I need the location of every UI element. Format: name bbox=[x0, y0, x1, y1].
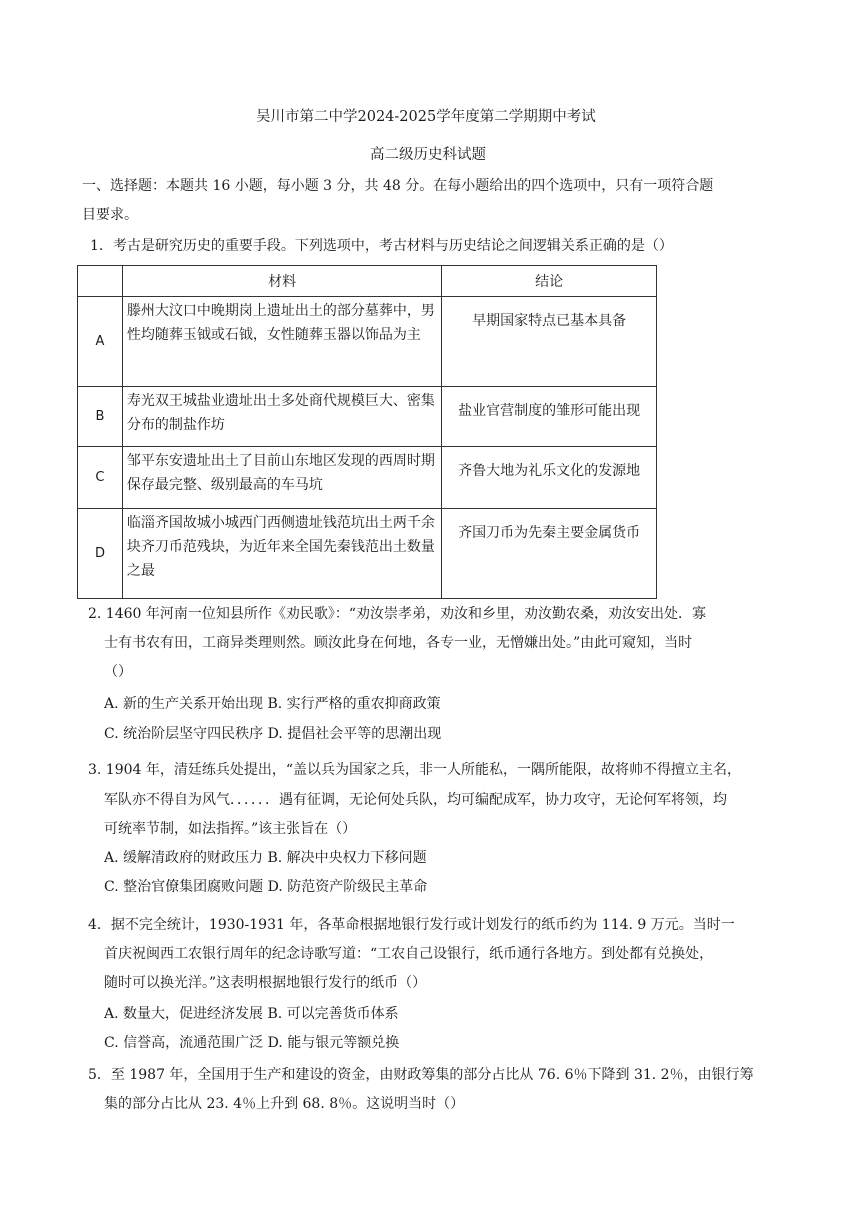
table-row bbox=[78, 387, 657, 447]
table-row bbox=[78, 509, 657, 599]
option-material: 临淄齐国故城小城西门西侧遗址钱范坑出土两千余块齐刀币范残块，为近年来全国先秦钱范出土数量之最 bbox=[122, 509, 441, 599]
option-letter: C bbox=[78, 447, 123, 509]
question-4-line-3: 随时可以换光洋。”这表明根据地银行发行的纸币（） bbox=[104, 975, 427, 991]
question-3-options-ab: A. 缓解清政府的财政压力 B. 解决中央权力下移问题 bbox=[104, 850, 427, 866]
exam-title: 吴川市第二中学2024-2025学年度第二学期期中考试 bbox=[256, 109, 596, 125]
table-row bbox=[78, 297, 657, 387]
question-4-line-2: 首庆祝闽西工农银行周年的纪念诗歌写道：“工农自己设银行，纸币通行各地方。到处都有兑换处， bbox=[104, 946, 714, 962]
table-header-blank bbox=[78, 266, 123, 297]
section-instruction-cont: 目要求。 bbox=[82, 207, 138, 223]
option-material: 寿光双王城盐业遗址出土多处商代规模巨大、密集分布的制盐作坊 bbox=[122, 387, 441, 447]
table-header-conclusion: 结论 bbox=[442, 266, 657, 297]
question-4-line-1: 4．据不完全统计，1930-1931 年，各革命根据地银行发行或计划发行的纸币约为 114. 9 万元。当时一 bbox=[88, 917, 735, 933]
question-1-table bbox=[77, 265, 657, 599]
question-2-line-2: 士有书农有田，工商异类理则然。顾汝此身在何地，各专一业，无憎嫌出处。”由此可窥知，当时 bbox=[104, 635, 693, 651]
question-2-options-cd: C. 统治阶层坚守四民秩序 D. 提倡社会平等的思潮出现 bbox=[104, 726, 442, 742]
option-material: 邹平东安遗址出土了目前山东地区发现的西周时期保存最完整、级别最高的车马坑 bbox=[122, 447, 441, 509]
question-4-options-cd: C. 信誉高，流通范围广泛 D. 能与银元等额兑换 bbox=[104, 1035, 400, 1051]
question-4-options-ab: A. 数量大，促进经济发展 B. 可以完善货币体系 bbox=[104, 1006, 399, 1022]
question-1-stem: 1．考古是研究历史的重要手段。下列选项中，考古材料与历史结论之间逻辑关系正确的是（） bbox=[90, 238, 673, 254]
option-conclusion: 早期国家特点已基本具备 bbox=[442, 297, 657, 387]
question-5-line-2: 集的部分占比从 23. 4％上升到 68. 8％。这说明当时（） bbox=[104, 1096, 465, 1112]
question-3-line-3: 可统率节制，如法指挥。”该主张旨在（） bbox=[104, 821, 357, 837]
question-3-line-2: 军队亦不得自为风气．．．．．．遇有征调，无论何处兵队，均可编配成军，协力攻守，无论何军将领，均 bbox=[104, 792, 727, 808]
question-2-line-3: （） bbox=[104, 664, 132, 680]
exam-subtitle: 高二级历史科试题 bbox=[370, 147, 486, 163]
table-header-material: 材料 bbox=[122, 266, 441, 297]
table-row bbox=[78, 447, 657, 509]
option-conclusion: 齐鲁大地为礼乐文化的发源地 bbox=[442, 447, 657, 509]
question-3-options-cd: C. 整治官僚集团腐败问题 D. 防范资产阶级民主革命 bbox=[104, 879, 428, 895]
question-2-line-1: 2. 1460 年河南一位知县所作《劝民歌》：“劝汝崇孝弟，劝汝和乡里，劝汝勤农桑，劝汝安出处．寡 bbox=[88, 606, 707, 622]
option-conclusion: 盐业官营制度的雏形可能出现 bbox=[442, 387, 657, 447]
option-conclusion: 齐国刀币为先秦主要金属货币 bbox=[442, 509, 657, 599]
option-letter: A bbox=[78, 297, 123, 387]
option-letter: D bbox=[78, 509, 123, 599]
option-material: 滕州大汶口中晚期岗上遗址出土的部分墓葬中，男性均随葬玉钺或石钺，女性随葬玉器以饰品为主 bbox=[122, 297, 441, 387]
question-5-line-1: 5．至 1987 年，全国用于生产和建设的资金，由财政筹集的部分占比从 76. 6％下降到 31. 2％，由银行筹 bbox=[88, 1067, 754, 1083]
question-2-options-ab: A. 新的生产关系开始出现 B. 实行严格的重农抑商政策 bbox=[104, 696, 441, 712]
section-instruction: 一、选择题：本题共 16 小题，每小题 3 分，共 48 分。在每小题给出的四个选项中，只有一项符合题 bbox=[82, 178, 714, 194]
option-letter: B bbox=[78, 387, 123, 447]
question-3-line-1: 3. 1904 年，清廷练兵处提出，“盖以兵为国家之兵，非一人所能私，一隅所能限，故将帅不得擅立主名， bbox=[88, 762, 742, 778]
